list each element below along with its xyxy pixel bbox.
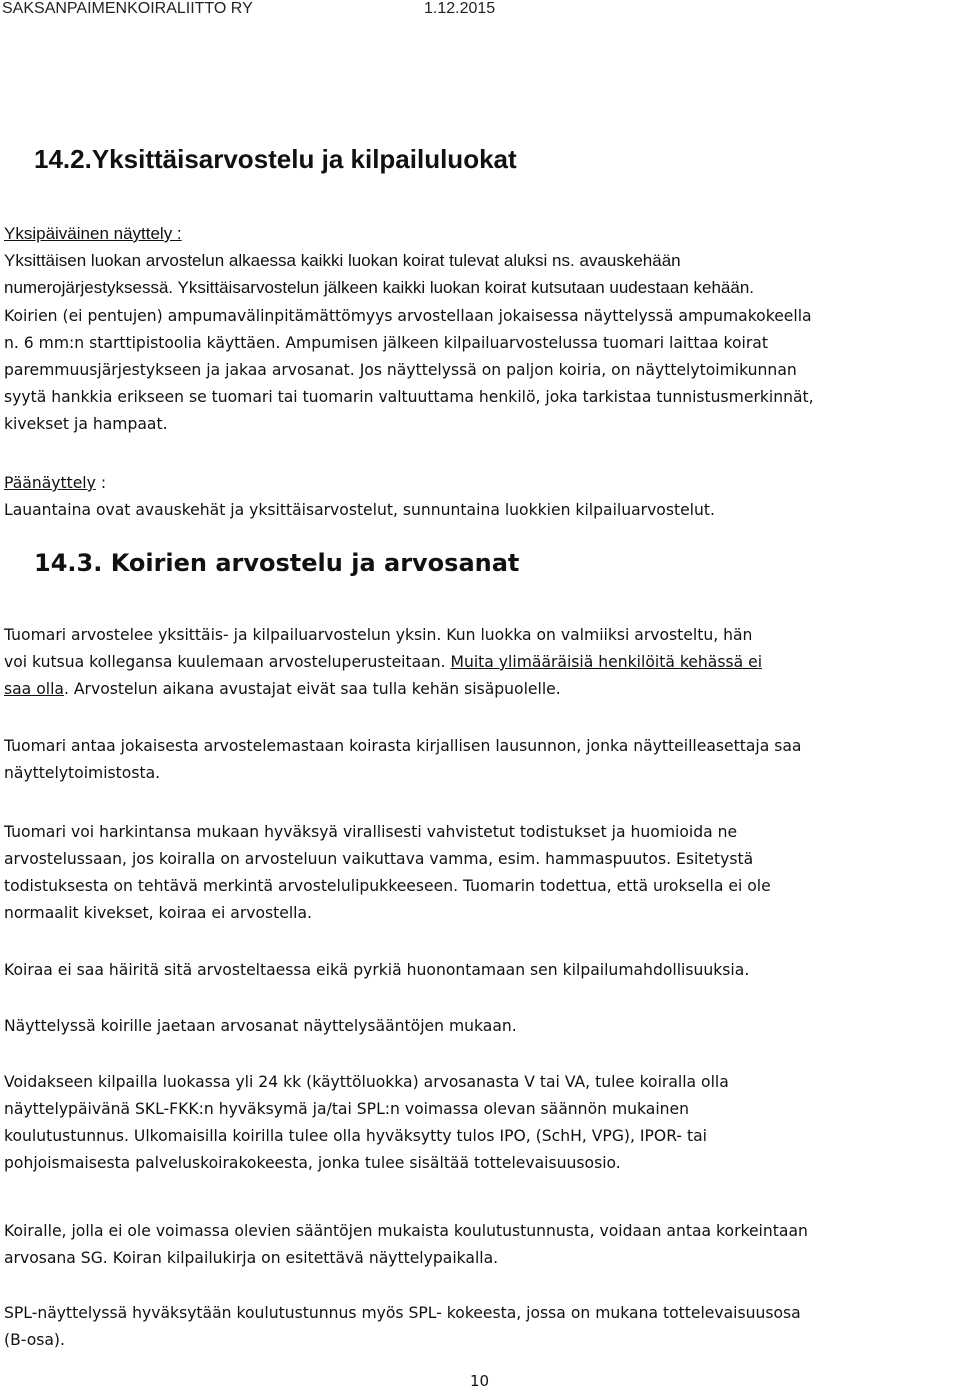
text-line: (B-osa). — [4, 1331, 65, 1349]
text-line: näyttelytoimistosta. — [4, 764, 161, 782]
text-line: normaalit kivekset, koiraa ei arvostella. — [4, 904, 313, 922]
judging-paragraph-1 — [4, 622, 956, 703]
text-segment: . Arvostelun aikana avustajat eivät saa tulla kehän sisäpuolelle. — [63, 680, 561, 698]
text-line: numerojärjestyksessä. Yksittäisarvostelun jälkeen kaikki luokan koirat kutsutaan uudestaan kehään. — [4, 278, 754, 297]
page-header — [0, 0, 960, 22]
text-line: pohjoismaisesta palveluskoirakokeesta, jonka tulee sisältää tottelevaisuusosio. — [4, 1154, 621, 1172]
judging-paragraph-5: Näyttelyssä koirille jaetaan arvosanat näyttelysääntöjen mukaan. — [4, 1017, 517, 1035]
text-line: koulutustunnus. Ulkomaisilla koirilla tulee olla hyväksytty tulos IPO, (SchH, VPG), IPOR- tai — [4, 1127, 707, 1145]
judging-paragraph-3 — [4, 819, 956, 927]
section-heading-14-3: 14.3. Koirien arvostelu ja arvosanat — [34, 549, 520, 577]
document-date: 1.12.2015 — [424, 0, 496, 17]
main-show-block — [4, 470, 956, 524]
judging-paragraph-8 — [4, 1300, 956, 1354]
text-line: Koiralle, jolla ei ole voimassa olevien sääntöjen mukaista koulutustunnusta, voidaan antaa korkeintaan — [4, 1222, 808, 1240]
judging-paragraph-7 — [4, 1218, 956, 1272]
page-number: 10 — [470, 1372, 490, 1390]
text-line: Tuomari antaa jokaisesta arvostelemastaan koirasta kirjallisen lausunnon, jonka näytteilleasettaja saa — [4, 737, 802, 755]
judging-paragraph-4: Koiraa ei saa häiritä sitä arvosteltaessa eikä pyrkiä huonontamaan sen kilpailumahdollisuuksia. — [4, 961, 750, 979]
text-line: kivekset ja hampaat. — [4, 415, 168, 433]
text-line: Tuomari voi harkintansa mukaan hyväksyä virallisesti vahvistetut todistukset ja huomioida ne — [4, 823, 738, 841]
main-show-text: Lauantaina ovat avauskehät ja yksittäisarvostelut, sunnuntaina luokkien kilpailuarvostelut. — [4, 501, 715, 519]
main-show-label: Päänäyttely — [4, 474, 96, 492]
shooting-test-paragraph — [4, 303, 956, 438]
text-line — [4, 676, 956, 703]
text-line: todistuksesta on tehtävä merkintä arvostelulipukkeeseen. Tuomarin todettua, että uroksella ei ole — [4, 877, 771, 895]
text-line: paremmuusjärjestykseen ja jakaa arvosanat. Jos näyttelyssä on paljon koiria, on näyttelytoimikunnan — [4, 361, 797, 379]
one-day-show-label: Yksipäiväinen näyttely : — [4, 224, 182, 243]
text-line — [4, 649, 956, 676]
main-show-label-line — [4, 470, 956, 497]
text-segment: voi kutsua kollegansa kuulemaan arvosteluperusteitaan. — [4, 653, 451, 671]
text-line: syytä hankkia erikseen se tuomari tai tuomarin valtuuttama henkilö, joka tarkistaa tunnistusmerkinnät, — [4, 388, 814, 406]
underlined-rule: Muita ylimääräisiä henkilöitä kehässä ei — [450, 653, 763, 671]
one-day-show-block — [4, 220, 956, 301]
underlined-rule-end: saa olla — [4, 680, 64, 698]
text-line: Tuomari arvostelee yksittäis- ja kilpailuarvostelun yksin. Kun luokka on valmiiksi arvosteltu, hän — [4, 626, 753, 644]
main-show-colon: : — [95, 474, 107, 492]
text-line: arvostelussaan, jos koiralla on arvosteluun vaikuttava vamma, esim. hammaspuutos. Esitetystä — [4, 850, 754, 868]
text-line: n. 6 mm:n starttipistoolia käyttäen. Ampumisen jälkeen kilpailuarvostelussa tuomari laittaa koirat — [4, 334, 768, 352]
text-line: näyttelypäivänä SKL-FKK:n hyväksymä ja/tai SPL:n voimassa olevan säännön mukainen — [4, 1100, 690, 1118]
one-day-show-intro — [4, 247, 956, 301]
text-line: Koirien (ei pentujen) ampumavälinpitämättömyys arvostellaan jokaisessa näyttelyssä ampumakokeella — [4, 307, 812, 325]
text-line: SPL-näyttelyssä hyväksytään koulutustunnus myös SPL- kokeesta, jossa on mukana tottelevaisuusosa — [4, 1304, 801, 1322]
text-line: Yksittäisen luokan arvostelun alkaessa kaikki luokan koirat tulevat aluksi ns. avauskehään — [4, 251, 681, 270]
judging-paragraph-2 — [4, 733, 956, 787]
text-line: Voidakseen kilpailla luokassa yli 24 kk (käyttöluokka) arvosanasta V tai VA, tulee koiralla olla — [4, 1073, 729, 1091]
judging-paragraph-6 — [4, 1069, 956, 1177]
section-heading-14-2: 14.2.Yksittäisarvostelu ja kilpailuluokat — [34, 144, 517, 174]
text-line: arvosana SG. Koiran kilpailukirja on esitettävä näyttelypaikalla. — [4, 1249, 499, 1267]
organization-name: SAKSANPAIMENKOIRALIITTO RY — [2, 0, 253, 17]
